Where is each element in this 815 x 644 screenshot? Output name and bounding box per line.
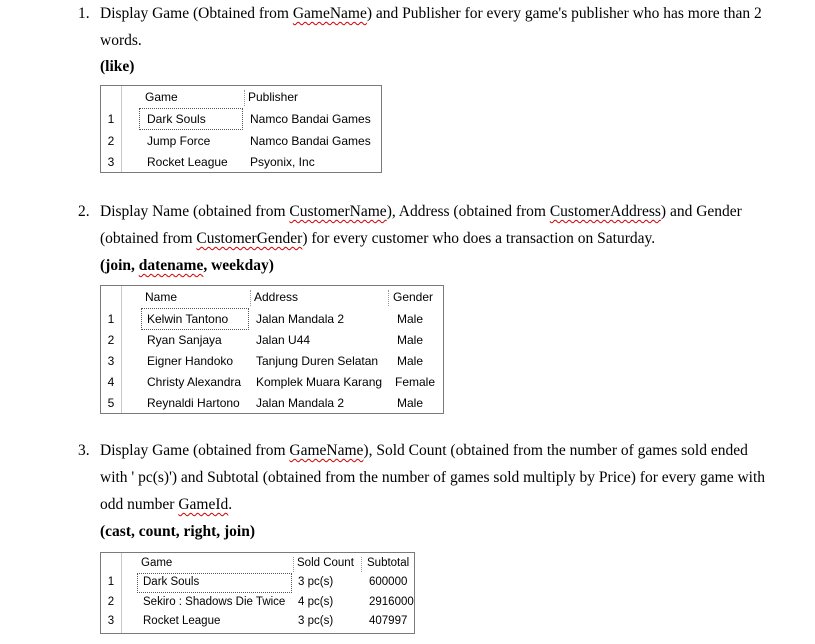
table-cell[interactable]: Rocket League [147, 155, 228, 169]
result-grid-2[interactable] [100, 285, 444, 414]
spellcheck-word: datename [138, 257, 204, 274]
row-number: 2 [107, 333, 115, 347]
table-cell[interactable]: Male [397, 333, 424, 347]
table-cell[interactable]: Christy Alexandra [147, 375, 242, 389]
table-cell[interactable]: Male [397, 354, 424, 368]
spellcheck-word: CustomerName [289, 203, 387, 220]
result-grid-1[interactable] [100, 85, 382, 173]
table-cell[interactable]: Psyonix, Inc [250, 155, 315, 169]
table-cell[interactable]: 3 pc(s) [298, 576, 334, 588]
question-3 [78, 437, 768, 518]
row-number: 5 [107, 396, 115, 410]
question-1-hint: (like) [100, 58, 135, 75]
question-2 [78, 198, 768, 252]
row-number: 1 [107, 312, 115, 326]
table-cell[interactable]: Female [395, 375, 436, 389]
spellcheck-word: GameName [289, 442, 364, 459]
row-number-column [101, 286, 122, 413]
table-cell[interactable]: Jalan Mandala 2 [256, 396, 345, 410]
table-cell[interactable]: Komplek Muara Karang [256, 375, 383, 389]
column-header[interactable]: Gender [393, 290, 434, 304]
table-cell[interactable]: Male [397, 396, 424, 410]
question-2-hint: (join, datename, weekday) [100, 257, 274, 274]
table-cell[interactable]: Dark Souls [143, 576, 200, 588]
spellcheck-word: CustomerAddress [549, 203, 661, 220]
table-cell[interactable]: Rocket League [143, 615, 221, 627]
table-cell[interactable]: Jalan Mandala 2 [256, 312, 345, 326]
spellcheck-word: GameName [292, 5, 367, 22]
spellcheck-word: GameId [178, 496, 229, 513]
column-header[interactable]: Address [254, 290, 299, 304]
column-header[interactable]: Game [145, 90, 178, 104]
header-divider [293, 557, 294, 572]
table-cell[interactable]: Reynaldi Hartono [147, 396, 240, 410]
table-cell[interactable]: Dark Souls [147, 112, 206, 126]
table-cell[interactable]: Ryan Sanjaya [147, 333, 222, 347]
row-number: 4 [107, 375, 115, 389]
table-cell[interactable]: Tanjung Duren Selatan [256, 354, 379, 368]
table-cell[interactable]: 600000 [369, 576, 408, 588]
table-cell[interactable]: Jalan U44 [256, 333, 311, 347]
table-cell[interactable]: 3 pc(s) [298, 615, 334, 627]
row-number: 1 [107, 112, 115, 126]
column-header[interactable]: Game [141, 557, 173, 569]
question-text: Display Name (obtained from CustomerName), Address (obtained from CustomerAddress) and Gender (obtained from CustomerGender) for every customer who does a transaction on Saturday. [100, 203, 742, 247]
table-cell[interactable]: Eigner Handoko [147, 354, 234, 368]
table-cell[interactable]: Kelwin Tantono [147, 312, 229, 326]
table-cell[interactable]: 407997 [369, 615, 408, 627]
question-3-hint: (cast, count, right, join) [100, 523, 255, 540]
column-header[interactable]: Subtotal [367, 557, 410, 569]
table-cell[interactable]: Sekiro : Shadows Die Twice [143, 596, 286, 608]
header-divider [388, 290, 389, 306]
question-number: 2. [78, 203, 90, 220]
row-number: 3 [107, 615, 115, 627]
question-number: 1. [78, 5, 90, 22]
table-cell[interactable]: Jump Force [147, 134, 211, 148]
result-grid-3[interactable] [100, 552, 415, 634]
row-number: 3 [107, 354, 115, 368]
row-number: 3 [107, 155, 115, 169]
row-number: 1 [107, 576, 115, 588]
column-header[interactable]: Sold Count [297, 557, 354, 569]
question-number: 3. [78, 442, 90, 459]
header-divider [250, 290, 251, 306]
column-header[interactable]: Name [145, 290, 178, 304]
table-cell[interactable]: Male [397, 312, 424, 326]
table-cell[interactable]: 4 pc(s) [298, 596, 334, 608]
table-cell[interactable]: Namco Bandai Games [250, 134, 371, 148]
header-divider [244, 90, 245, 106]
row-number: 2 [107, 134, 115, 148]
question-1 [78, 0, 768, 54]
question-text: Display Game (obtained from GameName), Sold Count (obtained from the number of games sold ended with ' pc(s)') and Subtotal (obtained from the number of games sold multiply by Price) for every game with odd number GameId. [100, 442, 766, 513]
table-cell[interactable]: Namco Bandai Games [250, 112, 371, 126]
row-number: 2 [107, 596, 115, 608]
question-text: Display Game (Obtained from GameName) and Publisher for every game's publisher who has more than 2 words. [100, 5, 762, 49]
column-header[interactable]: Publisher [248, 90, 299, 104]
spellcheck-word: CustomerGender [196, 230, 303, 247]
header-divider [361, 557, 362, 572]
table-cell[interactable]: 2916000 [369, 596, 414, 608]
